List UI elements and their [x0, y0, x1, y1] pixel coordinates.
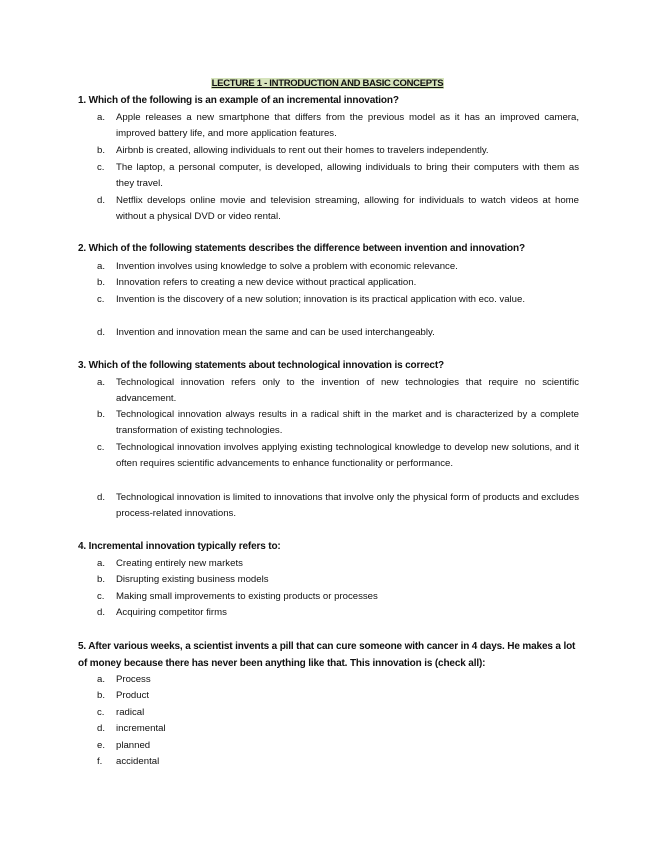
question-5-option-e[interactable]: e. planned — [97, 740, 151, 751]
question-5-option-a[interactable]: a. Process — [97, 674, 151, 685]
question-3-option-a[interactable]: a. Technological innovation refers only to the invention of new technologies that require no scientific advancement. — [97, 377, 579, 405]
question-2-option-d[interactable]: d. Invention and innovation mean the same and can be used interchangeably. — [97, 327, 435, 338]
page-title: LECTURE 1 - INTRODUCTION AND BASIC CONCEPTS — [211, 78, 444, 89]
question-4-option-b[interactable]: b. Disrupting existing business models — [97, 574, 269, 585]
question-1-option-d[interactable]: d. Netflix develops online movie and television streaming, allowing for individuals to watch videos at home without a physical DVD or video rental. — [97, 195, 579, 223]
question-5-option-b[interactable]: b. Product — [97, 690, 150, 701]
question-2-option-b[interactable]: b. Innovation refers to creating a new device without practical application. — [97, 277, 417, 288]
question-1-option-c[interactable]: c. The laptop, a personal computer, is developed, allowing individuals to bring their computers with them as they travel. — [97, 162, 579, 190]
question-5-option-f[interactable]: f. accidental — [97, 756, 160, 767]
question-3: 3. Which of the following statements about technological innovation is correct? — [78, 360, 444, 371]
question-2-option-a[interactable]: a. Invention involves using knowledge to solve a problem with economic relevance. — [97, 261, 458, 272]
question-4-option-c[interactable]: c. Making small improvements to existing products or processes — [97, 591, 378, 602]
question-5: 5. After various weeks, a scientist invents a pill that can cure someone with cancer in 4 days. He makes a lot of money because there has never been anything like that. This innovation is (check all): — [78, 641, 576, 669]
question-5-option-d[interactable]: d. incremental — [97, 723, 166, 734]
question-4: 4. Incremental innovation typically refers to: — [78, 541, 281, 552]
question-2-option-c[interactable]: c. Invention is the discovery of a new solution; innovation is its practical application with eco. value. — [97, 294, 526, 305]
question-1: 1. Which of the following is an example of an incremental innovation? — [78, 95, 399, 106]
question-4-option-a[interactable]: a. Creating entirely new markets — [97, 558, 243, 569]
question-3-option-c[interactable]: c. Technological innovation involves applying existing technological knowledge to develop new solutions, and it often requires scientific advancements to enhance functionality or performance. — [97, 442, 579, 470]
question-2: 2. Which of the following statements describes the difference between invention and innovation? — [78, 243, 525, 254]
question-1-option-b[interactable]: b. Airbnb is created, allowing individuals to rent out their homes to travelers independently. — [97, 145, 489, 156]
question-3-option-d[interactable]: d. Technological innovation is limited to innovations that involve only the physical form of products and excludes process-related innovations. — [97, 492, 579, 520]
question-1-option-a[interactable]: a. Apple releases a new smartphone that differs from the previous model as it has an improved camera, improved battery life, and more application features. — [97, 112, 579, 140]
question-4-option-d[interactable]: d. Acquiring competitor firms — [97, 607, 227, 618]
question-3-option-b[interactable]: b. Technological innovation always results in a radical shift in the market and is characterized by a complete transformation of existing technologies. — [97, 409, 579, 437]
question-5-option-c[interactable]: c. radical — [97, 707, 145, 718]
